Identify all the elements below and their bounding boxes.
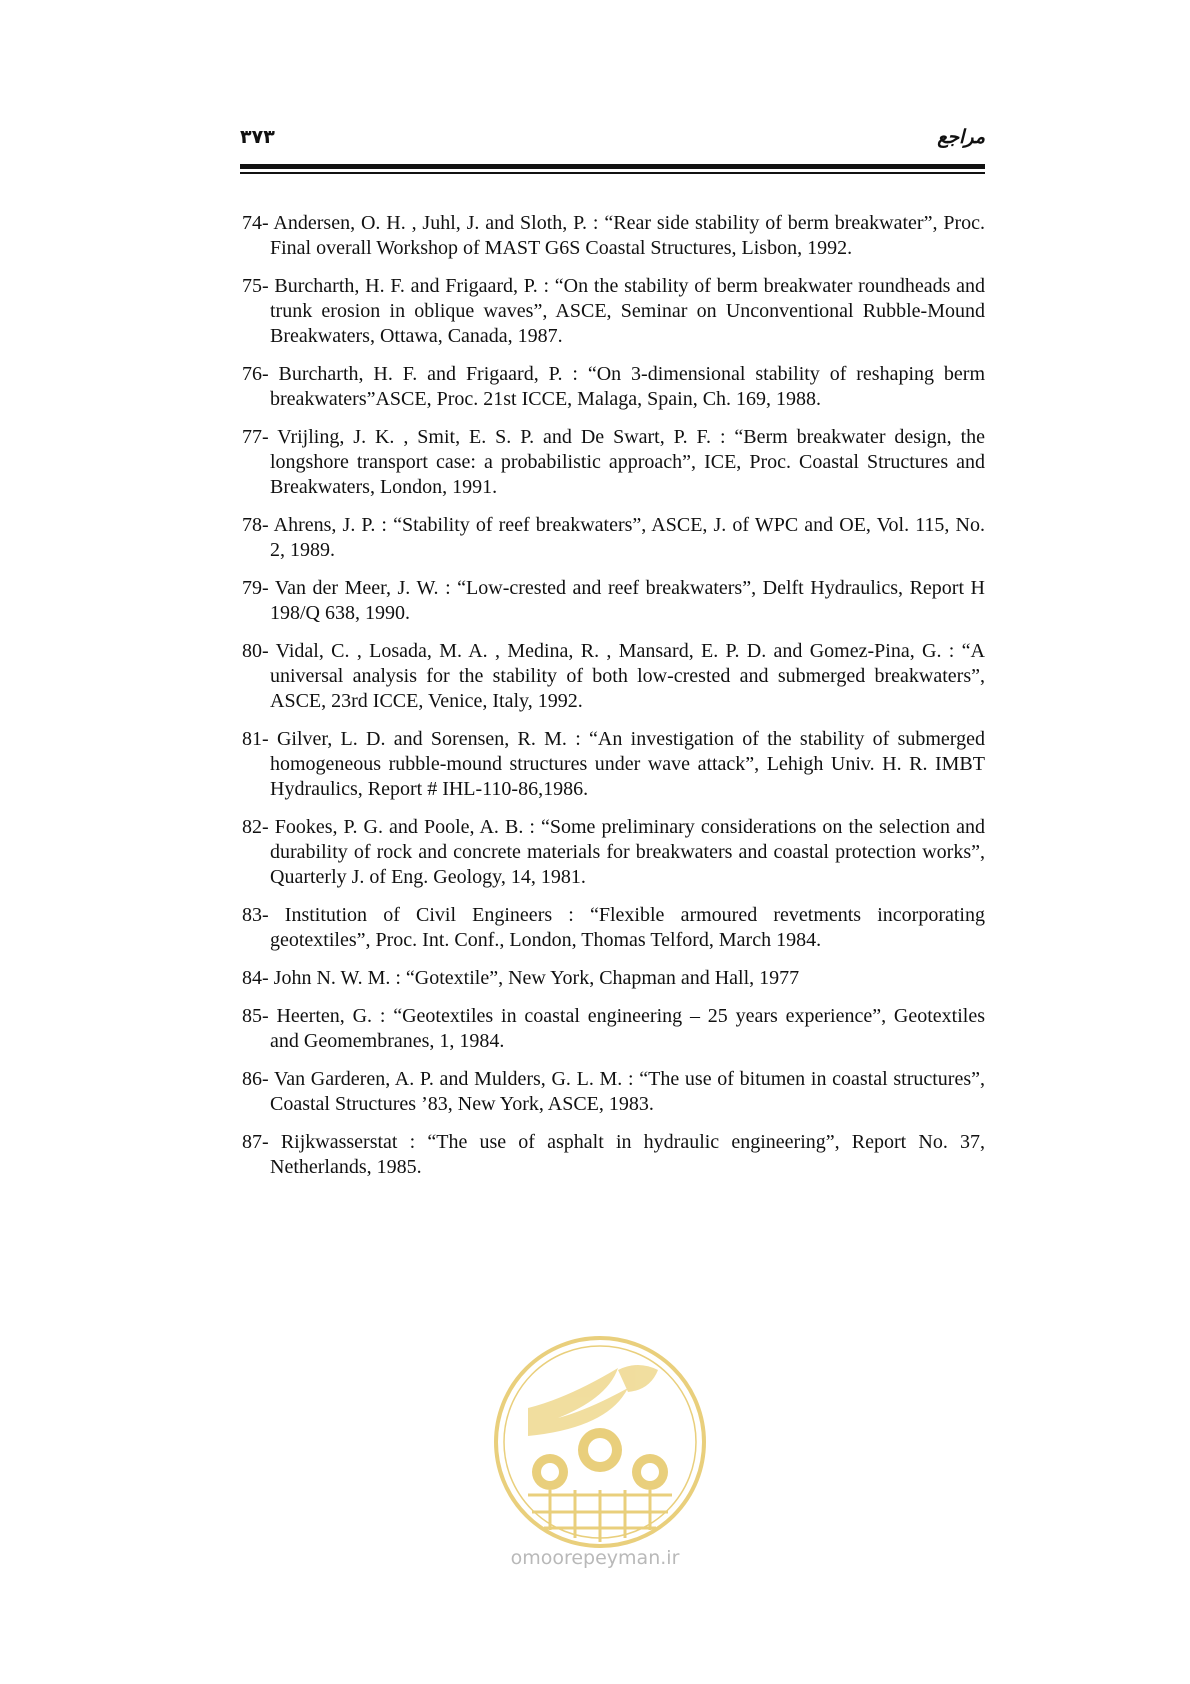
reference-item: 79- Van der Meer, J. W. : “Low-crested and reef breakwaters”, Delft Hydraulics, Report H 198/Q 638, 1990. — [242, 577, 985, 624]
reference-item: 80- Vidal, C. , Losada, M. A. , Medina, R. , Mansard, E. P. D. and Gomez-Pina, G. : “A universal analysis for the stability of both low-crested and submerged breakwaters”, ASCE, 23rd ICCE, Venice, Italy, 1992. — [242, 640, 985, 712]
running-title: مراجع — [937, 126, 985, 148]
header-rule-thin — [240, 172, 985, 174]
reference-item: 83- Institution of Civil Engineers : “Flexible armoured revetments incorporating geotextiles”, Proc. Int. Conf., London, Thomas Telford, March 1984. — [242, 904, 985, 951]
reference-list — [242, 211, 985, 1193]
reference-item: 76- Burcharth, H. F. and Frigaard, P. : “On 3-dimensional stability of reshaping berm breakwaters”ASCE, Proc. 21st ICCE, Malaga, Spain, Ch. 169, 1988. — [242, 363, 985, 410]
reference-item: 86- Van Garderen, A. P. and Mulders, G. L. M. : “The use of bitumen in coastal structures”, Coastal Structures ’83, New York, ASCE, 1983. — [242, 1068, 985, 1115]
reference-item: 77- Vrijling, J. K. , Smit, E. S. P. and De Swart, P. F. : “Berm breakwater design, the longshore transport case: a probabilistic approach”, ICE, Proc. Coastal Structures and Breakwaters, London, 1991. — [242, 426, 985, 498]
reference-item: 74- Andersen, O. H. , Juhl, J. and Sloth, P. : “Rear side stability of berm breakwater”, Proc. Final overall Workshop of MAST G6S Coastal Structures, Lisbon, 1992. — [242, 212, 985, 259]
reference-item: 87- Rijkwasserstat : “The use of asphalt in hydraulic engineering”, Report No. 37, Netherlands, 1985. — [242, 1131, 985, 1178]
reference-item: 81- Gilver, L. D. and Sorensen, R. M. : “An investigation of the stability of submerged homogeneous rubble-mound structures under wave attack”, Lehigh Univ. H. R. IMBT Hydraulics, Report # IHL-110-86,1986. — [242, 728, 985, 800]
page-number: ۳۷۳ — [240, 126, 275, 148]
reference-item: 78- Ahrens, J. P. : “Stability of reef breakwaters”, ASCE, J. of WPC and OE, Vol. 115, No. 2, 1989. — [242, 514, 985, 561]
watermark-site-text: omoorepeyman.ir — [510, 1547, 680, 1569]
header-rule-thick — [240, 164, 985, 169]
reference-item: 85- Heerten, G. : “Geotextiles in coastal engineering – 25 years experience”, Geotextiles and Geomembranes, 1, 1984. — [242, 1005, 985, 1052]
watermark-logo-icon — [488, 1330, 712, 1560]
page-header — [240, 126, 985, 156]
reference-item: 75- Burcharth, H. F. and Frigaard, P. : “On the stability of berm breakwater roundheads and trunk erosion in oblique waves”, ASCE, Seminar on Unconventional Rubble-Mound Breakwaters, Ottawa, Canada, 1987. — [242, 275, 985, 347]
reference-item: 84- John N. W. M. : “Gotextile”, New York, Chapman and Hall, 1977 — [242, 967, 800, 989]
reference-item: 82- Fookes, P. G. and Poole, A. B. : “Some preliminary considerations on the selection and durability of rock and concrete materials for breakwaters and coastal protection works”, Quarterly J. of Eng. Geology, 14, 1981. — [242, 816, 985, 888]
